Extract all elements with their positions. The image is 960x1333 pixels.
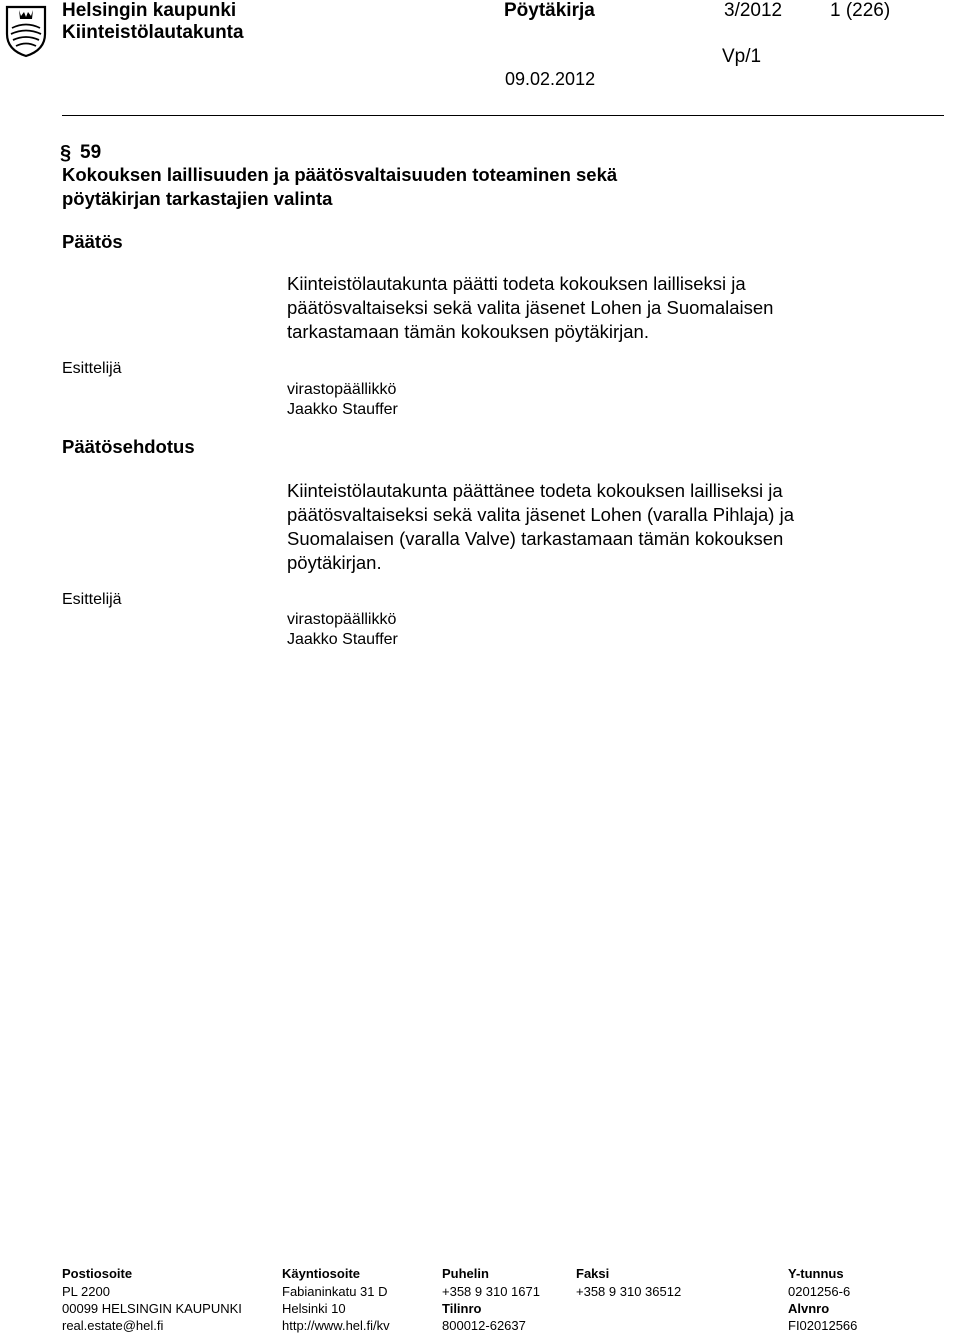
footer-phone-label: Puhelin <box>442 1266 489 1281</box>
header-divider <box>62 115 944 116</box>
decision-line: tarkastamaan tämän kokouksen pöytäkirjan. <box>287 321 649 342</box>
proposal-presenter-title: virastopäällikkö <box>287 611 397 628</box>
proposal-label: Päätösehdotus <box>62 436 195 457</box>
decision-line: päätösvaltaiseksi sekä valita jäsenet Lohen ja Suomalaisen <box>287 297 774 318</box>
footer-fax-label: Faksi <box>576 1266 610 1281</box>
organization-name: Helsingin kaupunki <box>62 0 237 21</box>
proposal-text <box>287 479 907 575</box>
decision-line: Kiinteistölautakunta päätti todeta kokouksen lailliseksi ja <box>287 273 746 294</box>
footer-account: 800012-62637 <box>442 1318 526 1333</box>
proposal-line: Kiinteistölautakunta päättänee todeta kokouksen lailliseksi ja <box>287 480 783 501</box>
proposal-line: päätösvaltaiseksi sekä valita jäsenet Lohen (varalla Pihlaja) ja <box>287 504 794 525</box>
footer-ytunnus-label: Y-tunnus <box>788 1266 844 1281</box>
decision-label: Päätös <box>62 231 123 252</box>
footer-email: real.estate@hel.fi <box>62 1318 164 1333</box>
section-title-line-2: pöytäkirjan tarkastajien valinta <box>62 188 333 209</box>
footer-fax: +358 9 310 36512 <box>576 1284 682 1299</box>
proposal-presenter-label: Esittelijä <box>62 591 122 608</box>
presenter-title: virastopäällikkö <box>287 381 397 398</box>
proposal-presenter-name: Jaakko Stauffer <box>287 631 398 648</box>
page-number: 1 (226) <box>830 0 891 21</box>
section-number: 59 <box>80 142 102 163</box>
footer-web: http://www.hel.fi/kv <box>282 1318 390 1333</box>
section-title-line-1: Kokouksen laillisuuden ja päätösvaltaisuuden toteaminen sekä <box>62 164 618 185</box>
proposal-line: pöytäkirjan. <box>287 552 382 573</box>
document-number: 3/2012 <box>724 0 783 21</box>
footer-visit-line1: Fabianinkatu 31 D <box>282 1284 388 1299</box>
meeting-date: 09.02.2012 <box>505 69 596 89</box>
footer-postal-line1: PL 2200 <box>62 1284 110 1299</box>
footer-visit-label: Käyntiosoite <box>282 1266 361 1281</box>
section-sign: § <box>60 142 72 164</box>
department-name: Kiinteistölautakunta <box>62 22 244 43</box>
vp-code: Vp/1 <box>722 46 762 67</box>
footer-postal-label: Postiosoite <box>62 1266 133 1281</box>
presenter-label: Esittelijä <box>62 360 122 377</box>
footer-postal-line2: 00099 HELSINGIN KAUPUNKI <box>62 1301 242 1316</box>
footer-visit-line2: Helsinki 10 <box>282 1301 346 1316</box>
helsinki-crest-logo <box>4 4 48 58</box>
footer-ytunnus: 0201256-6 <box>788 1284 851 1299</box>
decision-text <box>287 272 907 344</box>
footer-alvnro-label: Alvnro <box>788 1301 830 1316</box>
proposal-line: Suomalaisen (varalla Valve) tarkastamaan tämän kokouksen <box>287 528 784 549</box>
footer-phone: +358 9 310 1671 <box>442 1284 540 1299</box>
footer-alvnro: FI02012566 <box>788 1318 858 1333</box>
presenter-name: Jaakko Stauffer <box>287 401 398 418</box>
document-type: Pöytäkirja <box>504 0 595 21</box>
footer-account-label: Tilinro <box>442 1301 482 1316</box>
